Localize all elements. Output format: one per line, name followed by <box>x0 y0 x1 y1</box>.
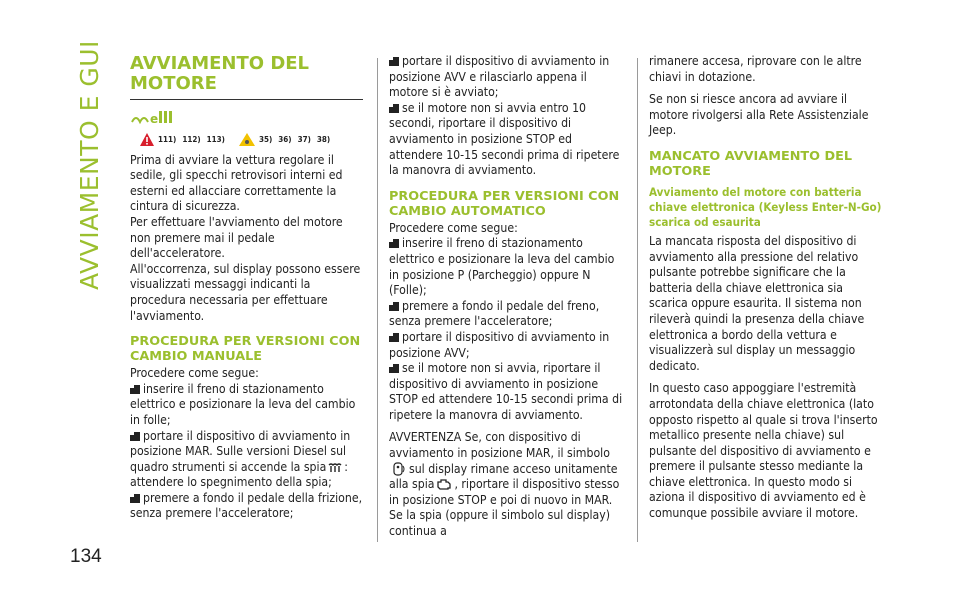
ref-113: 113) <box>206 135 225 144</box>
ref-112: 112) <box>182 135 201 144</box>
engine-type-icon <box>130 108 176 128</box>
column-1 <box>130 54 365 522</box>
battery-paragraph: La mancata risposta del dispositivo di avviamento alla pressione del relativo pulsante potrebbe significare che la batteria della chiave elettronica sia scarica oppure esaurita. Il sistema non rileverà quindi la presenza della chiave elettronica a bordo della vettura e visualizzerà sul display un messaggio dedicato. <box>649 233 865 373</box>
list-item: premere a fondo il pedale del freno, senza premere l'acceleratore; <box>389 298 600 329</box>
bullet-icon <box>130 385 140 394</box>
glow-plug-icon <box>328 462 342 474</box>
column-3 <box>649 54 883 522</box>
bullet-icon <box>389 302 399 311</box>
display-paragraph: All'occorrenza, sul display possono essere visualizzati messaggi indicanti la procedura necessaria per effettuare l'avviamento. <box>130 261 361 323</box>
bullet-icon <box>389 57 399 66</box>
page-number: 134 <box>70 546 102 567</box>
ref-36: 36) <box>278 135 292 144</box>
manual-intro: Procedere come segue: <box>130 366 259 381</box>
bullet-icon <box>389 239 399 248</box>
intro-paragraph: Prima di avviare la vettura regolare il sedile, gli specchi retrovisori interni ed esterni ed allacciare correttamente la cintura di sicurezza. <box>130 152 343 214</box>
chapter-side-title <box>68 42 108 292</box>
list-item: portare il dispositivo di avviamento in posizione MAR. Sulle versioni Diesel sul quadro strumenti si accende la spia : attendere lo spegnimento della spia; <box>130 428 351 490</box>
ref-38: 38) <box>316 135 331 144</box>
list-item: portare il dispositivo di avviamento in posizione AVV e rilasciarlo appena il motore si è avviato; <box>389 54 610 100</box>
bullet-icon <box>130 494 140 503</box>
list-item: premere a fondo il pedale della frizione, senza premere l'acceleratore; <box>130 490 363 521</box>
list-item: se il motore non si avvia, riportare il dispositivo di avviamento in posizione STOP ed attendere 10-15 secondi prima di ripetere la manovra di avviamento. <box>389 361 623 422</box>
list-item: inserire il freno di stazionamento elettrico e posizionare la leva del cambio in folle; <box>130 381 356 427</box>
procedure-paragraph: In questo caso appoggiare l'estremità arrotondata della chiave elettronica (lato opposto rispetto al quale si trova l'inserto metallico presente nella chiave) sul pulsante del dispositivo di avviamento e premere il pulsante stesso mediante la chiave elettronica. In questo modo si aziona il dispositivo di avviamento ed è comunque possibile avviare il motore. <box>649 381 878 521</box>
warning-triangle-icon <box>140 133 154 146</box>
list-item: inserire il freno di stazionamento elettrico e posizionare la leva del cambio in posizione P (Parcheggio) oppure N (Folle); <box>389 236 615 298</box>
keyless-subheading: Avviamento del motore con batteria chiave elettronica (Keyless Enter-N-Go) scarica od esaurita <box>649 184 882 229</box>
caution-triangle-icon <box>239 133 255 146</box>
safety-references <box>140 132 365 148</box>
automatic-procedure-heading: PROCEDURA PER VERSIONI CON CAMBIO AUTOMATICO <box>389 188 620 219</box>
section-title: AVVIAMENTO DEL MOTORE <box>130 54 363 100</box>
assistance-paragraph: Se non si riesce ancora ad avviare il motore rivolgersi alla Rete Assistenziale Jeep. <box>649 92 869 138</box>
chapter-side-title-text: AVVIAMENTO E GUIDA <box>75 42 104 290</box>
retry-paragraph: rimanere accesa, riprovare con le altre chiavi in dotazione. <box>649 54 862 84</box>
bullet-icon <box>389 104 399 113</box>
bullet-icon <box>130 432 140 441</box>
ref-37: 37) <box>297 135 311 144</box>
list-item: se il motore non si avvia entro 10 secondi, riportare il dispositivo di avviamento in posizione STOP ed attendere 10-15 secondi prima di ripetere la manovra di avviamento. <box>389 100 620 178</box>
manual-procedure-heading: PROCEDURA PER VERSIONI CON CAMBIO MANUALE <box>130 334 361 365</box>
failed-start-heading: MANCATO AVVIAMENTO DEL MOTORE <box>649 148 852 179</box>
automatic-intro: Procedere come segue: <box>389 220 518 235</box>
ref-35: 35) <box>258 135 273 144</box>
column-divider <box>377 58 378 542</box>
ref-111: 111) <box>158 135 177 144</box>
column-divider <box>637 58 638 542</box>
accelerator-paragraph: Per effettuare l'avviamento del motore non premere mai il pedale dell'acceleratore. <box>130 214 343 261</box>
bullet-icon <box>389 333 399 342</box>
list-item: portare il dispositivo di avviamento in posizione AVV; <box>389 329 610 360</box>
svg-text:e: e <box>150 112 159 126</box>
engine-warning-icon <box>436 478 452 491</box>
column-2 <box>389 54 625 540</box>
bullet-icon <box>389 364 399 373</box>
engine-badges <box>130 108 365 128</box>
warning-paragraph: AVVERTENZA Se, con dispositivo di avviamento in posizione MAR, il simbolosul display rimane acceso unitamente alla spia , riportare il dispositivo stesso in posizione STOP e poi di nuovo in MAR. Se la spia (oppure il simbolo sul display) continua a <box>389 430 620 539</box>
key-fob-icon <box>391 462 407 476</box>
